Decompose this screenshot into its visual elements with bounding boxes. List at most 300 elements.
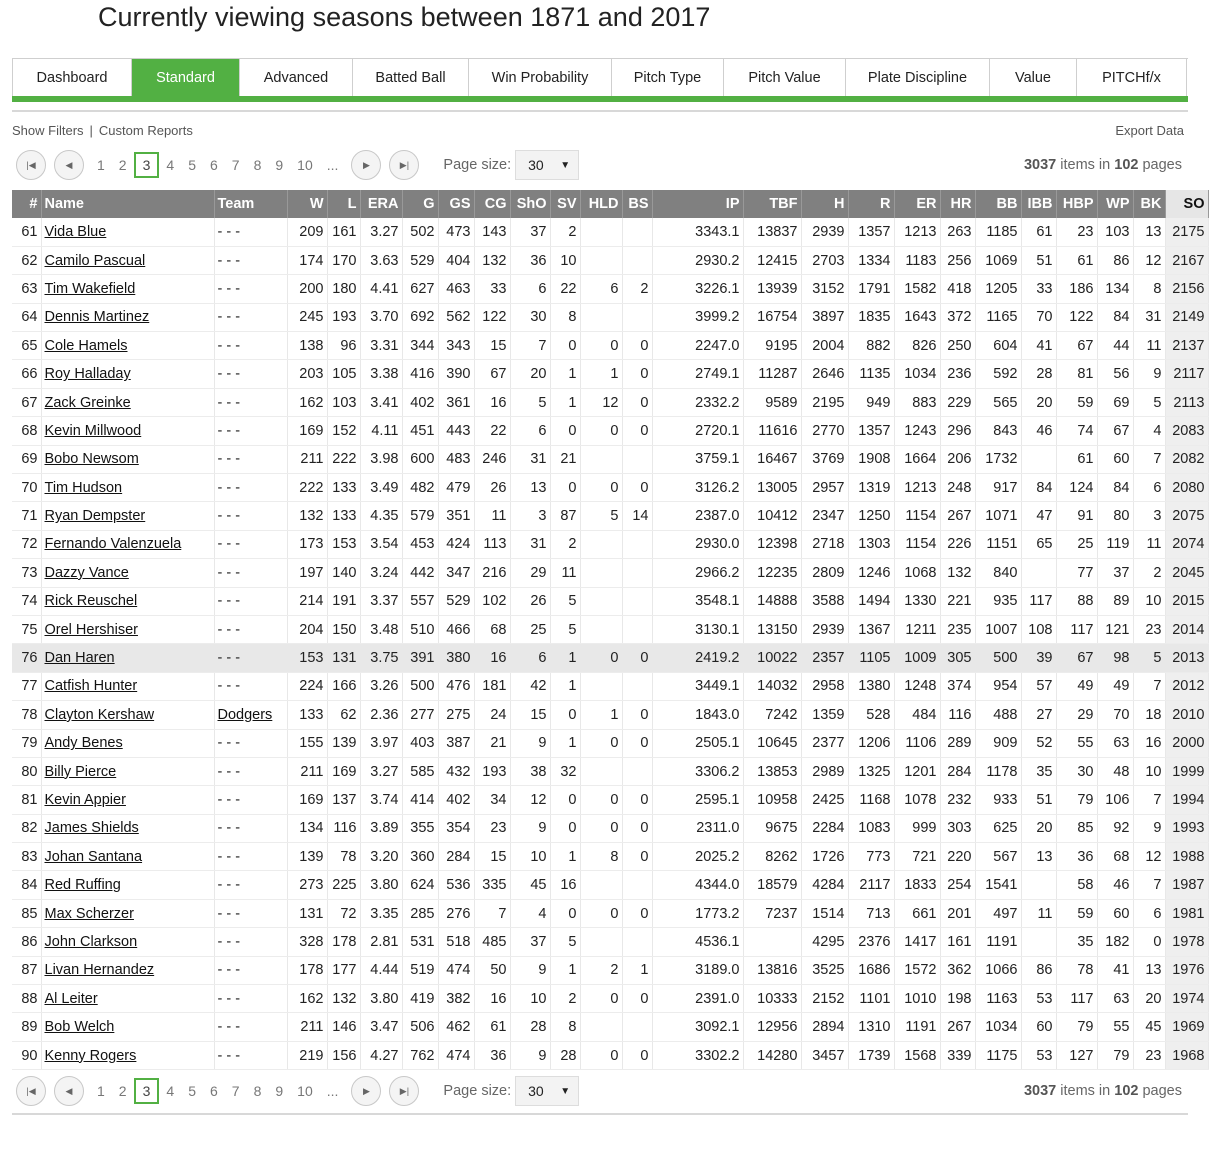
cell-so: 2149 [1165,303,1208,331]
export-data-link[interactable]: Export Data [1115,123,1184,138]
player-link[interactable]: Livan Hernandez [44,962,155,979]
player-link[interactable]: Ryan Dempster [44,508,146,525]
column-header-h[interactable]: H [801,190,848,218]
cell-hbp: 78 [1056,956,1097,984]
cell-bk: 6 [1133,474,1165,502]
page-size-select[interactable] [515,150,579,180]
first-page-icon[interactable]: |◀ [16,150,46,180]
cell-hbp: 30 [1056,757,1097,785]
player-link[interactable]: Cole Hamels [44,337,128,354]
cell-sho: 42 [510,672,550,700]
cell-sv: 22 [550,275,580,303]
show-filters-link[interactable]: Show Filters [12,123,84,138]
cell-bs [622,672,652,700]
cell-hbp: 74 [1056,417,1097,445]
player-link[interactable]: Clayton Kershaw [44,706,155,723]
cell-era: 3.54 [360,530,402,558]
last-page-icon[interactable]: ▶| [389,150,419,180]
cell-sho: 15 [510,701,550,729]
cell-ip: 2930.2 [652,246,743,274]
last-page-icon[interactable]: ▶| [389,1076,419,1106]
column-header-ibb[interactable]: IBB [1021,190,1056,218]
cell-wp: 41 [1097,956,1133,984]
column-header-wp[interactable]: WP [1097,190,1133,218]
tab-underline [12,96,1188,102]
cell-sv: 1 [550,672,580,700]
cell-era: 2.81 [360,928,402,956]
player-link[interactable]: Camilo Pascual [44,252,146,269]
player-link[interactable]: Dennis Martinez [44,309,150,326]
table-row [12,1041,1208,1069]
page-link[interactable]: 5 [188,1083,196,1099]
cell-tbf: 13939 [743,275,801,303]
cell-so: 1976 [1165,956,1208,984]
cell-cg: 122 [474,303,510,331]
cell-w: 162 [287,985,327,1013]
cell-ip: 3092.1 [652,1013,743,1041]
page-link[interactable]: 8 [253,157,262,173]
player-link[interactable]: Al Leiter [44,990,98,1007]
player-link[interactable]: Kevin Appier [44,792,126,808]
link-separator: | [89,123,93,138]
tab-plate-discipline[interactable]: Plate Discipline [846,59,990,97]
page-link[interactable]: 10 [297,157,313,173]
items-count: 3037 [1023,1083,1057,1099]
cell-ip: 3130.1 [652,615,743,643]
cell-hr: 250 [940,332,975,360]
cell-cg: 181 [474,672,510,700]
cell-hld: 0 [580,786,622,814]
cell-bk: 18 [1133,701,1165,729]
column-header-so[interactable]: SO [1165,190,1208,218]
cell-tbf: 14032 [743,672,801,700]
column-header-hr[interactable]: HR [940,190,975,218]
cell-bk: 4 [1133,417,1165,445]
cell-bs: 1 [622,956,652,984]
page-link[interactable]: 1 [97,1083,105,1099]
cell-r: 1380 [848,672,894,700]
cell-ibb: 61 [1021,218,1056,246]
tab-dashboard[interactable]: Dashboard [13,59,132,97]
cell-bk: 11 [1133,530,1165,558]
first-page-icon[interactable]: |◀ [16,1076,46,1106]
cell-tbf [743,928,801,956]
column-header-ip[interactable]: IP [652,190,743,218]
next-page-icon[interactable]: ▶ [351,150,381,180]
cell-wp: 49 [1097,672,1133,700]
cell-era: 3.41 [360,388,402,416]
cell-h: 2646 [801,360,848,388]
column-header-w[interactable]: W [287,190,327,218]
cell-era: 3.98 [360,445,402,473]
cell-cg: 61 [474,1013,510,1041]
cell-team: - - - [214,275,287,303]
player-link[interactable]: Kevin Millwood [44,422,142,439]
cell-bb: 592 [975,360,1021,388]
cell-ip: 2966.2 [652,559,743,587]
cell-bb: 604 [975,332,1021,360]
cell-w: 219 [287,1041,327,1069]
cell-so: 2010 [1165,701,1208,729]
player-link[interactable]: John Clarkson [44,933,138,950]
cell-r: 1835 [848,303,894,331]
table-row [12,729,1208,757]
tab-value[interactable]: Value [990,59,1077,97]
page-link[interactable]: 2 [118,157,127,173]
cell-wp: 89 [1097,587,1133,615]
cell-g: 419 [402,985,438,1013]
cell-sv: 2 [550,218,580,246]
cell-cg: 335 [474,871,510,899]
cell-team: - - - [214,843,287,871]
cell-name [41,899,214,927]
cell-sho: 36 [510,246,550,274]
cell-er: 1833 [894,871,940,899]
cell-wp: 70 [1097,701,1133,729]
page-heading: Currently viewing seasons between 1871 and 2017 [98,2,711,32]
page-link[interactable]: 3 [134,1078,160,1104]
cell-w: 162 [287,388,327,416]
column-header-era[interactable]: ERA [360,190,402,218]
cell-er: 1572 [894,956,940,984]
cell-l: 133 [327,502,360,530]
cell-tbf: 7237 [743,899,801,927]
cell-bs [622,871,652,899]
cell-hr: 284 [940,757,975,785]
cell-l: 170 [327,246,360,274]
page-link[interactable]: 10 [297,1083,313,1099]
cell-r: 713 [848,899,894,927]
cell-era: 3.75 [360,644,402,672]
cell-er: 1106 [894,729,940,757]
table-row [12,928,1208,956]
page-link[interactable]: 3 [134,152,160,178]
player-link[interactable]: Tim Wakefield [44,280,136,297]
cell-r: 1908 [848,445,894,473]
cell-w: 153 [287,644,327,672]
cell-l: 72 [327,899,360,927]
column-header-bs[interactable]: BS [622,190,652,218]
player-link[interactable]: Bob Welch [44,1019,115,1036]
cell-sho: 10 [510,985,550,1013]
cell-sv: 21 [550,445,580,473]
cell-wp: 68 [1097,843,1133,871]
cell-bs [622,615,652,643]
cell-r: 949 [848,388,894,416]
cell-g: 624 [402,871,438,899]
column-header-l[interactable]: L [327,190,360,218]
cell-ip: 2720.1 [652,417,743,445]
column-header-team[interactable]: Team [214,190,287,218]
cell-h: 2939 [801,218,848,246]
tab-batted-ball[interactable]: Batted Ball [353,59,469,97]
cell-so: 1974 [1165,985,1208,1013]
cell-ibb: 20 [1021,388,1056,416]
cell-bb: 1178 [975,757,1021,785]
next-page-icon[interactable]: ▶ [351,1076,381,1106]
cell-ibb: 57 [1021,672,1056,700]
chevron-down-icon: ▼ [560,1085,571,1097]
cell-hr: 296 [940,417,975,445]
cell-bk: 16 [1133,729,1165,757]
page-link[interactable]: 4 [166,1083,175,1099]
cell-bs: 0 [622,729,652,757]
cell-bb: 1165 [975,303,1021,331]
cell-bs: 0 [622,474,652,502]
custom-reports-link[interactable]: Custom Reports [98,123,193,138]
pager-info [1024,1083,1182,1099]
player-link[interactable]: Dazzy Vance [44,564,129,581]
cell-w: 328 [287,928,327,956]
cell-hld [580,1013,622,1041]
cell-hbp: 35 [1056,928,1097,956]
cell-ibb: 27 [1021,701,1056,729]
cell-tbf: 9195 [743,332,801,360]
cell-r: 882 [848,332,894,360]
cell-team: - - - [214,559,287,587]
cell-bs: 0 [622,388,652,416]
player-link[interactable]: Billy Pierce [44,763,117,780]
cell-h: 2770 [801,417,848,445]
cell-r: 1494 [848,587,894,615]
prev-page-icon[interactable]: ◀ [54,150,84,180]
page-size-select[interactable] [515,1076,579,1106]
cell-gs: 380 [438,644,474,672]
tab-pitch-type[interactable]: Pitch Type [612,59,724,97]
cell-l: 222 [327,445,360,473]
cell-ibb: 28 [1021,360,1056,388]
cell-g: 360 [402,843,438,871]
page-ellipsis[interactable]: ... [326,157,339,173]
cell-er: 1183 [894,246,940,274]
tab-pitchf-x[interactable]: PITCHf/x [1077,59,1187,97]
cell-cg: 34 [474,786,510,814]
page-link[interactable]: 1 [97,157,105,173]
page-link[interactable]: 4 [166,157,175,173]
player-link[interactable]: Fernando Valenzuela [44,536,182,553]
page-link[interactable]: 6 [209,1083,218,1099]
column-header-hbp[interactable]: HBP [1056,190,1097,218]
cell-h: 3525 [801,956,848,984]
cell-sv: 2 [550,985,580,1013]
cell-so: 2015 [1165,587,1208,615]
cell-so: 1968 [1165,1041,1208,1069]
cell-tbf: 10333 [743,985,801,1013]
column-header-sho[interactable]: ShO [510,190,550,218]
cell-era: 3.35 [360,899,402,927]
cell-sho: 4 [510,899,550,927]
cell-cg: 216 [474,559,510,587]
cell-w: 138 [287,332,327,360]
page-link[interactable]: 2 [118,1083,127,1099]
table-row [12,871,1208,899]
cell-gs: 462 [438,1013,474,1041]
cell-er: 1191 [894,1013,940,1041]
cell-name [41,928,214,956]
player-link[interactable]: Red Ruffing [44,877,121,894]
page-link[interactable]: 7 [231,157,240,173]
cell-hr: 235 [940,615,975,643]
tab-pitch-value[interactable]: Pitch Value [724,59,846,97]
cell-rank: 82 [12,814,41,842]
cell-h: 1514 [801,899,848,927]
cell-bs [622,246,652,274]
cell-hbp: 117 [1056,985,1097,1013]
cell-ibb [1021,928,1056,956]
cell-bk: 10 [1133,587,1165,615]
player-link[interactable]: Roy Halladay [44,366,131,383]
page-ellipsis[interactable]: ... [326,1083,339,1099]
cell-l: 180 [327,275,360,303]
cell-cg: 7 [474,899,510,927]
cell-ip: 3189.0 [652,956,743,984]
cell-tbf: 10412 [743,502,801,530]
player-link[interactable]: Orel Hershiser [44,621,138,638]
column-header-cg[interactable]: CG [474,190,510,218]
cell-name [41,757,214,785]
cell-hbp: 79 [1056,786,1097,814]
cell-cg: 132 [474,246,510,274]
cell-rank: 86 [12,928,41,956]
cell-hbp: 59 [1056,899,1097,927]
cell-hld: 0 [580,1041,622,1069]
page-link[interactable]: 9 [275,1083,284,1099]
cell-bk: 9 [1133,360,1165,388]
column-header-bk[interactable]: BK [1133,190,1165,218]
cell-rank: 79 [12,729,41,757]
cell-h: 3897 [801,303,848,331]
divider-bottom [12,1113,1188,1115]
cell-bb: 917 [975,474,1021,502]
cell-name [41,303,214,331]
cell-er: 1201 [894,757,940,785]
cell-h: 2347 [801,502,848,530]
cell-bs: 0 [622,644,652,672]
cell-gs: 474 [438,1041,474,1069]
cell-ip: 4344.0 [652,871,743,899]
player-link[interactable]: Tim Hudson [44,479,123,496]
column-header-bb[interactable]: BB [975,190,1021,218]
page-link[interactable]: 7 [231,1083,240,1099]
cell-rank: 74 [12,587,41,615]
table-row [12,303,1208,331]
cell-bs: 14 [622,502,652,530]
player-link[interactable]: Vida Blue [44,223,107,240]
cell-tbf: 16754 [743,303,801,331]
cell-h: 2958 [801,672,848,700]
column-header-r[interactable]: R [848,190,894,218]
cell-wp: 67 [1097,417,1133,445]
column-header-rank[interactable]: # [12,190,41,218]
cell-era: 3.37 [360,587,402,615]
column-header-sv[interactable]: SV [550,190,580,218]
cell-hbp: 61 [1056,246,1097,274]
page-count: 102 [1114,1083,1139,1099]
cell-hr: 232 [940,786,975,814]
player-link[interactable]: Max Scherzer [44,905,134,922]
cell-name [41,814,214,842]
team-link[interactable]: Dodgers [217,706,273,723]
cell-r: 528 [848,701,894,729]
page-link[interactable]: 6 [209,157,218,173]
cell-hr: 161 [940,928,975,956]
tab-advanced[interactable]: Advanced [240,59,353,97]
cell-w: 131 [287,899,327,927]
cell-team: - - - [214,388,287,416]
cell-bb: 1541 [975,871,1021,899]
cell-so: 2075 [1165,502,1208,530]
column-header-gs[interactable]: GS [438,190,474,218]
column-header-name[interactable]: Name [41,190,214,218]
cell-w: 174 [287,246,327,274]
cell-hr: 267 [940,502,975,530]
cell-hr: 289 [940,729,975,757]
cell-era: 3.48 [360,615,402,643]
column-header-hld[interactable]: HLD [580,190,622,218]
cell-er: 1582 [894,275,940,303]
prev-page-icon[interactable]: ◀ [54,1076,84,1106]
cell-wp: 44 [1097,332,1133,360]
table-row [12,275,1208,303]
chevron-down-icon: ▼ [560,159,571,171]
page-link[interactable]: 8 [253,1083,262,1099]
cell-r: 1105 [848,644,894,672]
cell-ip: 3759.1 [652,445,743,473]
cell-ip: 2332.2 [652,388,743,416]
tab-standard[interactable]: Standard [132,59,240,97]
cell-tbf: 13853 [743,757,801,785]
player-link[interactable]: James Shields [44,820,139,837]
cell-sv: 0 [550,899,580,927]
cell-l: 139 [327,729,360,757]
cell-bk: 13 [1133,218,1165,246]
page-link[interactable]: 5 [188,157,196,173]
player-link[interactable]: Andy Benes [44,735,123,752]
cell-tbf: 12956 [743,1013,801,1041]
cell-team: - - - [214,303,287,331]
cell-bs: 0 [622,360,652,388]
cell-hld: 1 [580,701,622,729]
tab-bar [12,58,1188,96]
player-link[interactable]: Johan Santana [44,848,143,865]
cell-gs: 479 [438,474,474,502]
cell-bs [622,445,652,473]
pager-info [1024,157,1182,173]
cell-wp: 56 [1097,360,1133,388]
page-link[interactable]: 9 [275,157,284,173]
player-link[interactable]: Bobo Newsom [44,451,139,468]
player-link[interactable]: Dan Haren [44,650,115,667]
cell-wp: 63 [1097,729,1133,757]
cell-bk: 11 [1133,332,1165,360]
cell-bs [622,587,652,615]
cell-hld: 0 [580,474,622,502]
cell-hr: 362 [940,956,975,984]
player-link[interactable]: Kenny Rogers [44,1047,137,1064]
column-header-g[interactable]: G [402,190,438,218]
cell-er: 1330 [894,587,940,615]
column-header-er[interactable]: ER [894,190,940,218]
cell-er: 1417 [894,928,940,956]
stats-table [12,190,1209,1070]
player-link[interactable]: Catfish Hunter [44,678,138,695]
column-header-tbf[interactable]: TBF [743,190,801,218]
tab-win-probability[interactable]: Win Probability [469,59,612,97]
player-link[interactable]: Rick Reuschel [44,593,138,610]
cell-bs: 0 [622,786,652,814]
cell-name [41,985,214,1013]
player-link[interactable]: Zack Greinke [44,394,131,411]
